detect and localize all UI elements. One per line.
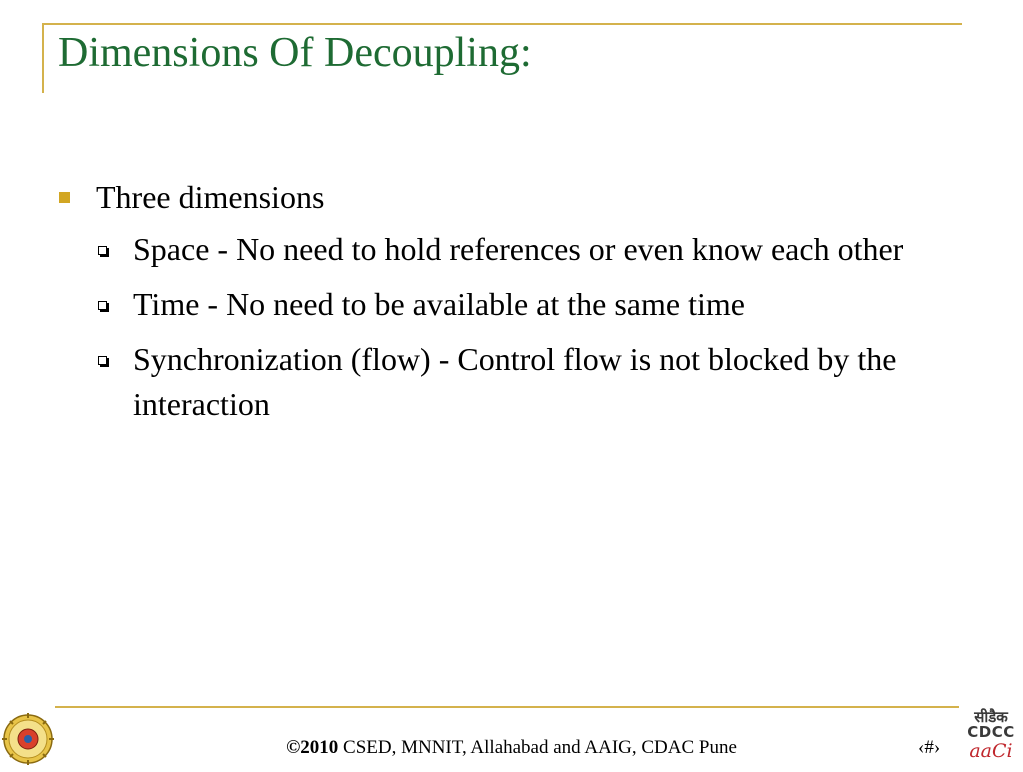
cdac-logo-english: CDCC — [967, 723, 1015, 741]
title-frame-left-line — [42, 23, 44, 93]
copyright-year: ©2010 — [286, 737, 339, 758]
bullet-level2 — [56, 282, 963, 327]
footer-divider — [55, 706, 959, 708]
hollow-square-bullet-icon — [98, 246, 107, 255]
cdac-logo — [962, 710, 1020, 767]
title-frame-top-line — [42, 23, 962, 25]
hollow-square-bullet-icon — [98, 301, 107, 310]
cdac-logo-hindi: सीडैक — [974, 708, 1008, 726]
footer-copyright — [0, 737, 1023, 759]
sub-bullet-text: Time - No need to be available at the same time — [133, 286, 745, 322]
bullet-text: Three dimensions — [96, 179, 325, 215]
aaci-logo: aaCi — [969, 740, 1013, 762]
slide-content — [56, 175, 976, 437]
bullet-level1 — [56, 175, 976, 219]
slide-title: Dimensions Of Decoupling: — [58, 30, 532, 76]
footer-credit: CSED, MNNIT, Allahabad and AAIG, CDAC Pune — [343, 737, 737, 758]
sub-bullet-text: Space - No need to hold references or even know each other — [133, 231, 904, 267]
hollow-square-bullet-icon — [98, 356, 107, 365]
bullet-level2 — [56, 227, 963, 272]
slide-number: ‹#› — [918, 737, 941, 758]
square-bullet-icon — [59, 192, 70, 203]
bullet-level2 — [56, 337, 963, 427]
sub-bullet-text: Synchronization (flow) - Control flow is not blocked by the interaction — [133, 341, 897, 422]
